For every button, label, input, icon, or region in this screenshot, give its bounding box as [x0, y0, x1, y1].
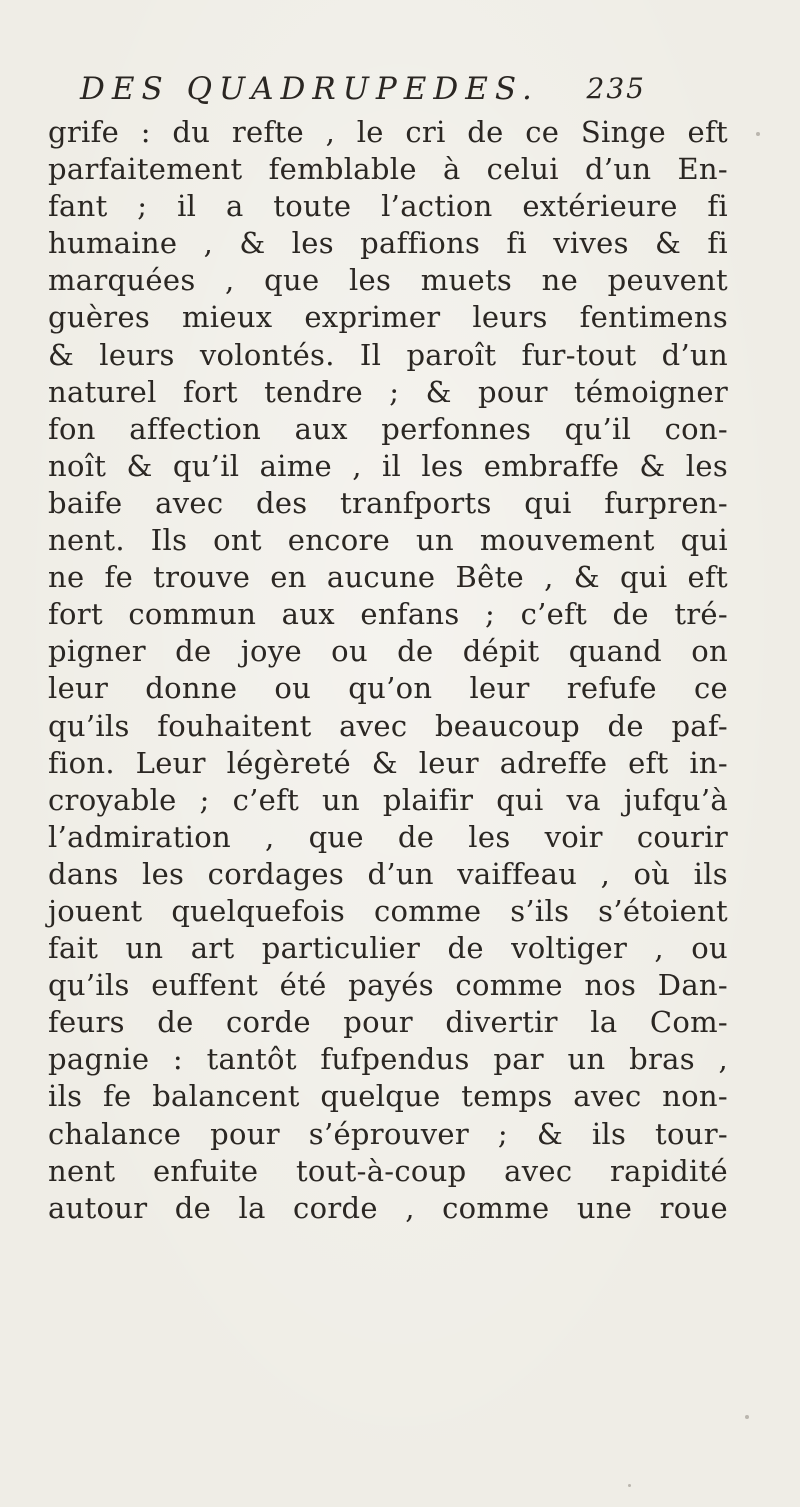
text-line: croyable ; c’eft un plaifir qui va jufqu’à	[48, 782, 728, 817]
text-line: qu’ils euffent été payés comme nos Dan-	[48, 968, 728, 1003]
text-line: fort commun aux enfans ; c’eft de tré-	[48, 597, 728, 632]
page-number: 235	[586, 72, 646, 105]
text-line: humaine , & les paffions fi vives & fi	[48, 226, 728, 261]
text-line: nent enfuite tout-à-coup avec rapidité	[48, 1153, 728, 1188]
text-line: nent. Ils ont encore un mouvement qui	[48, 523, 728, 558]
text-line: & leurs volontés. Il paroît fur-tout d’un	[48, 337, 728, 372]
text-line: jouent quelquefois comme s’ils s’étoient	[48, 893, 728, 928]
paper-speck	[756, 132, 760, 136]
text-line: fion. Leur légèreté & leur adreffe eft in-	[48, 745, 728, 780]
text-line: chalance pour s’éprouver ; & ils tour-	[48, 1116, 728, 1151]
text-line: pigner de joye ou de dépit quand on	[48, 634, 728, 669]
text-line: guères mieux exprimer leurs fentimens	[48, 300, 728, 335]
text-line: noît & qu’il aime , il les embraffe & les	[48, 448, 728, 483]
text-line: l’admiration , que de les voir courir	[48, 819, 728, 854]
text-line: dans les cordages d’un vaiffeau , où ils	[48, 856, 728, 891]
paper-speck	[745, 1415, 749, 1419]
paper-speck	[628, 1484, 631, 1487]
text-line: ne fe trouve en aucune Bête , & qui eft	[48, 560, 728, 595]
text-line: parfaitement femblable à celui d’un En-	[48, 152, 728, 187]
text-line: naturel fort tendre ; & pour témoigner	[48, 374, 728, 409]
running-title: DES QUADRUPEDES.	[80, 71, 539, 107]
text-line: ils fe balancent quelque temps avec non-	[48, 1079, 728, 1114]
body-text	[48, 114, 728, 1227]
text-line: feurs de corde pour divertir la Com-	[48, 1005, 728, 1040]
text-line: marquées , que les muets ne peuvent	[48, 263, 728, 298]
text-line: qu’ils fouhaitent avec beaucoup de paf-	[48, 708, 728, 743]
text-line: grife : du refte , le cri de ce Singe eft	[48, 115, 728, 149]
text-line: fait un art particulier de voltiger , ou	[48, 931, 728, 966]
text-line: fant ; il a toute l’action extérieure fi	[48, 189, 728, 224]
text-line: leur donne ou qu’on leur refufe ce	[48, 671, 728, 706]
text-line: baife avec des tranfports qui furpren-	[48, 485, 728, 520]
text-line: fon affection aux perfonnes qu’il con-	[48, 411, 728, 446]
page-header	[80, 66, 646, 114]
text-line: pagnie : tantôt fufpendus par un bras ,	[48, 1042, 728, 1077]
text-line: autour de la corde , comme une roue	[48, 1190, 728, 1225]
